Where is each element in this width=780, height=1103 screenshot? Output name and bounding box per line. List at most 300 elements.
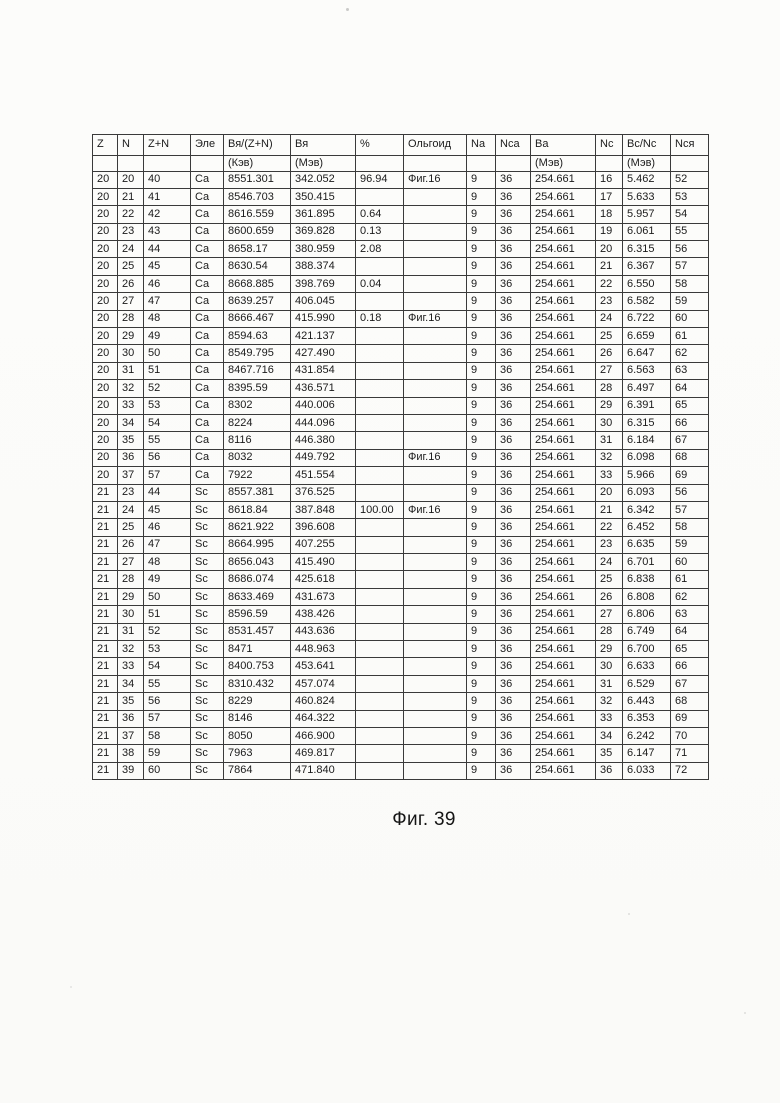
table-cell bbox=[356, 762, 404, 779]
column-unit bbox=[404, 155, 467, 171]
table-cell: 254.661 bbox=[531, 293, 596, 310]
table-cell: 52 bbox=[144, 380, 191, 397]
table-cell: 36 bbox=[496, 258, 531, 275]
table-cell: 36 bbox=[496, 501, 531, 518]
table-cell bbox=[356, 380, 404, 397]
column-unit bbox=[144, 155, 191, 171]
table-cell bbox=[356, 397, 404, 414]
table-cell: 32 bbox=[596, 449, 623, 466]
table-cell: 5.957 bbox=[623, 206, 671, 223]
table-cell: 9 bbox=[467, 484, 496, 501]
table-cell: 8050 bbox=[224, 728, 291, 745]
table-cell: 6.550 bbox=[623, 275, 671, 292]
table-cell: 20 bbox=[93, 206, 118, 223]
table-cell: 254.661 bbox=[531, 484, 596, 501]
table-cell: 438.426 bbox=[291, 606, 356, 623]
table-row bbox=[93, 762, 709, 779]
table-cell bbox=[404, 414, 467, 431]
table-cell: Ca bbox=[191, 293, 224, 310]
table-cell: 19 bbox=[596, 223, 623, 240]
table-cell: 9 bbox=[467, 467, 496, 484]
table-cell: 9 bbox=[467, 571, 496, 588]
column-unit bbox=[118, 155, 144, 171]
table-cell: 6.497 bbox=[623, 380, 671, 397]
table-cell: 5.966 bbox=[623, 467, 671, 484]
table-cell: 20 bbox=[93, 328, 118, 345]
table-cell: 0.13 bbox=[356, 223, 404, 240]
table-cell bbox=[356, 362, 404, 379]
table-cell: 20 bbox=[596, 241, 623, 258]
table-cell: 8400.753 bbox=[224, 658, 291, 675]
table-cell: 21 bbox=[93, 536, 118, 553]
column-header: Вс/Nc bbox=[623, 135, 671, 156]
table-row bbox=[93, 380, 709, 397]
table-cell bbox=[356, 623, 404, 640]
table-cell: 32 bbox=[118, 380, 144, 397]
table-row bbox=[93, 293, 709, 310]
table-cell: 36 bbox=[496, 693, 531, 710]
table-cell bbox=[404, 188, 467, 205]
table-cell: Ca bbox=[191, 449, 224, 466]
table-cell bbox=[404, 223, 467, 240]
table-cell: 31 bbox=[118, 362, 144, 379]
table-cell: 29 bbox=[596, 641, 623, 658]
table-cell: 8594.63 bbox=[224, 328, 291, 345]
table-cell: 45 bbox=[144, 258, 191, 275]
table-cell: 20 bbox=[93, 241, 118, 258]
table-cell: 20 bbox=[93, 345, 118, 362]
table-cell: 34 bbox=[118, 414, 144, 431]
table-cell: 50 bbox=[144, 345, 191, 362]
table-cell: Sc bbox=[191, 693, 224, 710]
table-cell: 48 bbox=[144, 554, 191, 571]
table-row bbox=[93, 484, 709, 501]
table-cell: 23 bbox=[596, 293, 623, 310]
table-cell: 380.959 bbox=[291, 241, 356, 258]
table-cell: 254.661 bbox=[531, 762, 596, 779]
table-cell: Фиг.16 bbox=[404, 501, 467, 518]
column-header: Ольгоид bbox=[404, 135, 467, 156]
column-unit: (Мэв) bbox=[623, 155, 671, 171]
table-cell: 34 bbox=[596, 728, 623, 745]
table-cell: 469.817 bbox=[291, 745, 356, 762]
table-cell: 21 bbox=[93, 710, 118, 727]
table-cell: 254.661 bbox=[531, 241, 596, 258]
table-cell: 21 bbox=[93, 554, 118, 571]
table-cell: 6.061 bbox=[623, 223, 671, 240]
table-cell: 254.661 bbox=[531, 328, 596, 345]
table-cell bbox=[404, 380, 467, 397]
table-cell bbox=[404, 710, 467, 727]
table-cell: 29 bbox=[596, 397, 623, 414]
table-cell: 28 bbox=[118, 571, 144, 588]
table-cell: 9 bbox=[467, 310, 496, 327]
table-row bbox=[93, 362, 709, 379]
table-cell: 36 bbox=[496, 310, 531, 327]
table-cell: 254.661 bbox=[531, 258, 596, 275]
table-cell: 33 bbox=[118, 397, 144, 414]
table-cell: 9 bbox=[467, 397, 496, 414]
table-cell: 254.661 bbox=[531, 432, 596, 449]
table-cell: 36 bbox=[118, 449, 144, 466]
table-cell: 36 bbox=[496, 432, 531, 449]
table-cell: 9 bbox=[467, 345, 496, 362]
table-cell: 57 bbox=[144, 710, 191, 727]
table-cell: 2.08 bbox=[356, 241, 404, 258]
table-cell bbox=[404, 362, 467, 379]
column-header: Nся bbox=[671, 135, 709, 156]
table-cell: 254.661 bbox=[531, 171, 596, 188]
table-cell: 36 bbox=[496, 293, 531, 310]
table-cell: 60 bbox=[144, 762, 191, 779]
table-cell bbox=[356, 519, 404, 536]
table-cell: 36 bbox=[496, 275, 531, 292]
table-cell: 36 bbox=[496, 606, 531, 623]
table-cell: 63 bbox=[671, 362, 709, 379]
table-cell: 254.661 bbox=[531, 745, 596, 762]
table-cell: 457.074 bbox=[291, 675, 356, 692]
table-cell: 5.462 bbox=[623, 171, 671, 188]
table-cell: 24 bbox=[596, 554, 623, 571]
table-cell: 32 bbox=[118, 641, 144, 658]
table-cell bbox=[404, 293, 467, 310]
table-cell: 254.661 bbox=[531, 414, 596, 431]
table-cell: 466.900 bbox=[291, 728, 356, 745]
table-cell: 415.490 bbox=[291, 554, 356, 571]
table-cell: 30 bbox=[118, 345, 144, 362]
table-cell: Ca bbox=[191, 206, 224, 223]
table-cell: 22 bbox=[596, 275, 623, 292]
table-cell: 20 bbox=[93, 380, 118, 397]
table-cell: 24 bbox=[118, 241, 144, 258]
table-cell: 9 bbox=[467, 710, 496, 727]
table-cell: 9 bbox=[467, 693, 496, 710]
table-cell: 31 bbox=[596, 675, 623, 692]
table-cell: 36 bbox=[496, 675, 531, 692]
table-cell: 21 bbox=[93, 484, 118, 501]
table-cell: 6.529 bbox=[623, 675, 671, 692]
table-cell bbox=[356, 414, 404, 431]
table-cell: 64 bbox=[671, 623, 709, 640]
table-cell: Sc bbox=[191, 536, 224, 553]
table-cell: Sc bbox=[191, 606, 224, 623]
table-cell: 100.00 bbox=[356, 501, 404, 518]
table-cell: 9 bbox=[467, 432, 496, 449]
table-cell bbox=[404, 519, 467, 536]
table-cell: 0.18 bbox=[356, 310, 404, 327]
table-cell: 20 bbox=[118, 171, 144, 188]
table-cell: 26 bbox=[118, 536, 144, 553]
table-cell: 54 bbox=[144, 414, 191, 431]
table-cell: 8032 bbox=[224, 449, 291, 466]
table-cell: 36 bbox=[496, 519, 531, 536]
table-cell: Sc bbox=[191, 588, 224, 605]
table-cell: Ca bbox=[191, 275, 224, 292]
table-cell: 9 bbox=[467, 519, 496, 536]
table-cell bbox=[356, 467, 404, 484]
table-cell: 49 bbox=[144, 328, 191, 345]
table-cell: 361.895 bbox=[291, 206, 356, 223]
table-cell: 460.824 bbox=[291, 693, 356, 710]
table-cell: 6.443 bbox=[623, 693, 671, 710]
table-cell bbox=[404, 675, 467, 692]
table-row bbox=[93, 467, 709, 484]
table-cell: 27 bbox=[118, 554, 144, 571]
table-cell: Sc bbox=[191, 519, 224, 536]
table-cell: 60 bbox=[671, 310, 709, 327]
table-cell: 8224 bbox=[224, 414, 291, 431]
column-header: Ва bbox=[531, 135, 596, 156]
table-row bbox=[93, 710, 709, 727]
table-cell: 25 bbox=[596, 571, 623, 588]
table-cell: Sc bbox=[191, 762, 224, 779]
table-cell: 9 bbox=[467, 588, 496, 605]
column-unit bbox=[93, 155, 118, 171]
table-cell: 46 bbox=[144, 519, 191, 536]
table-row bbox=[93, 588, 709, 605]
table-cell: 6.367 bbox=[623, 258, 671, 275]
table-cell: 21 bbox=[93, 762, 118, 779]
table-cell: Sc bbox=[191, 675, 224, 692]
column-unit bbox=[356, 155, 404, 171]
table-cell: 69 bbox=[671, 710, 709, 727]
table-cell bbox=[356, 258, 404, 275]
table-cell: 54 bbox=[671, 206, 709, 223]
table-cell: 36 bbox=[496, 223, 531, 240]
table-cell: 51 bbox=[144, 606, 191, 623]
table-cell: 9 bbox=[467, 623, 496, 640]
table-row bbox=[93, 658, 709, 675]
column-header: Nc bbox=[596, 135, 623, 156]
table-cell bbox=[404, 275, 467, 292]
table-cell: 29 bbox=[118, 328, 144, 345]
header-row-units bbox=[93, 155, 709, 171]
table-row bbox=[93, 536, 709, 553]
table-cell: 60 bbox=[671, 554, 709, 571]
column-unit bbox=[191, 155, 224, 171]
table-cell: 6.647 bbox=[623, 345, 671, 362]
table-cell: 20 bbox=[93, 432, 118, 449]
table-cell: 9 bbox=[467, 501, 496, 518]
table-cell: 36 bbox=[496, 414, 531, 431]
table-cell: 415.990 bbox=[291, 310, 356, 327]
table-body bbox=[93, 171, 709, 780]
table-cell: 8549.795 bbox=[224, 345, 291, 362]
table-row bbox=[93, 606, 709, 623]
table-cell: Ca bbox=[191, 432, 224, 449]
table-cell: 8668.885 bbox=[224, 275, 291, 292]
table-cell: 68 bbox=[671, 693, 709, 710]
table-cell: 69 bbox=[671, 467, 709, 484]
scan-speck bbox=[744, 1012, 746, 1014]
table-cell bbox=[404, 728, 467, 745]
table-cell: 9 bbox=[467, 762, 496, 779]
table-cell: 20 bbox=[93, 467, 118, 484]
table-cell: 55 bbox=[144, 675, 191, 692]
table-cell bbox=[404, 258, 467, 275]
table-row bbox=[93, 258, 709, 275]
table-cell: 453.641 bbox=[291, 658, 356, 675]
table-cell: Фиг.16 bbox=[404, 310, 467, 327]
table-cell: 20 bbox=[596, 484, 623, 501]
table-row bbox=[93, 345, 709, 362]
table-cell: 6.391 bbox=[623, 397, 671, 414]
table-cell: 254.661 bbox=[531, 397, 596, 414]
table-cell: 27 bbox=[118, 293, 144, 310]
table-cell: 18 bbox=[596, 206, 623, 223]
table-cell: 22 bbox=[596, 519, 623, 536]
table-cell: 47 bbox=[144, 536, 191, 553]
table-cell: 36 bbox=[496, 449, 531, 466]
table-cell: 58 bbox=[144, 728, 191, 745]
table-cell: 51 bbox=[144, 362, 191, 379]
table-cell: 20 bbox=[93, 449, 118, 466]
column-unit bbox=[467, 155, 496, 171]
table-cell: 9 bbox=[467, 171, 496, 188]
table-cell: 440.006 bbox=[291, 397, 356, 414]
table-cell: 8639.257 bbox=[224, 293, 291, 310]
table-cell: 65 bbox=[671, 641, 709, 658]
table-cell: 28 bbox=[596, 623, 623, 640]
table-cell: Ca bbox=[191, 171, 224, 188]
table-cell: 43 bbox=[144, 223, 191, 240]
table-row bbox=[93, 397, 709, 414]
table-cell: 444.096 bbox=[291, 414, 356, 431]
table-cell: 8686.074 bbox=[224, 571, 291, 588]
table-cell: 30 bbox=[596, 658, 623, 675]
table-cell: 9 bbox=[467, 380, 496, 397]
table-cell: 28 bbox=[596, 380, 623, 397]
table-cell: 254.661 bbox=[531, 658, 596, 675]
table-cell: 254.661 bbox=[531, 223, 596, 240]
table-row bbox=[93, 623, 709, 640]
table-cell bbox=[356, 658, 404, 675]
table-cell: 20 bbox=[93, 188, 118, 205]
table-cell: 21 bbox=[93, 501, 118, 518]
table-cell bbox=[404, 588, 467, 605]
table-cell: 8600.659 bbox=[224, 223, 291, 240]
table-cell: 6.033 bbox=[623, 762, 671, 779]
table-cell: 8116 bbox=[224, 432, 291, 449]
table-cell: 36 bbox=[496, 241, 531, 258]
table-cell: 9 bbox=[467, 414, 496, 431]
table-cell: 9 bbox=[467, 675, 496, 692]
table-cell: 451.554 bbox=[291, 467, 356, 484]
table-cell: 56 bbox=[144, 449, 191, 466]
table-cell: 36 bbox=[496, 658, 531, 675]
table-cell bbox=[356, 728, 404, 745]
table-cell: 30 bbox=[118, 606, 144, 623]
table-cell: 6.838 bbox=[623, 571, 671, 588]
table-cell: 31 bbox=[118, 623, 144, 640]
table-cell: 6.659 bbox=[623, 328, 671, 345]
table-cell: 36 bbox=[496, 467, 531, 484]
table-cell: 57 bbox=[671, 501, 709, 518]
table-cell: 55 bbox=[671, 223, 709, 240]
table-cell: 6.452 bbox=[623, 519, 671, 536]
table-cell: 65 bbox=[671, 397, 709, 414]
table-row bbox=[93, 519, 709, 536]
table-cell: 9 bbox=[467, 328, 496, 345]
table-cell: 36 bbox=[596, 762, 623, 779]
table-cell: 431.673 bbox=[291, 588, 356, 605]
table-cell: 9 bbox=[467, 258, 496, 275]
table-cell: 21 bbox=[93, 571, 118, 588]
table-cell: 66 bbox=[671, 658, 709, 675]
table-cell: 21 bbox=[118, 188, 144, 205]
column-header: Эле bbox=[191, 135, 224, 156]
table-cell: 35 bbox=[118, 432, 144, 449]
table-cell bbox=[356, 745, 404, 762]
table-cell: Sc bbox=[191, 728, 224, 745]
table-cell: 7864 bbox=[224, 762, 291, 779]
table-cell: 20 bbox=[93, 223, 118, 240]
table-cell: 436.571 bbox=[291, 380, 356, 397]
table-cell: 21 bbox=[93, 693, 118, 710]
table-cell: 6.563 bbox=[623, 362, 671, 379]
table-row bbox=[93, 571, 709, 588]
table-cell: 28 bbox=[118, 310, 144, 327]
table-cell: 25 bbox=[596, 328, 623, 345]
column-header: Nca bbox=[496, 135, 531, 156]
table-cell: 0.04 bbox=[356, 275, 404, 292]
scan-speck bbox=[628, 913, 630, 915]
table-row bbox=[93, 241, 709, 258]
table-cell: 254.661 bbox=[531, 554, 596, 571]
table-cell: 8621.922 bbox=[224, 519, 291, 536]
table-cell: 9 bbox=[467, 606, 496, 623]
table-cell: 35 bbox=[596, 745, 623, 762]
table-cell: Ca bbox=[191, 310, 224, 327]
table-cell: 350.415 bbox=[291, 188, 356, 205]
table-cell: 17 bbox=[596, 188, 623, 205]
table-cell: 448.963 bbox=[291, 641, 356, 658]
table-cell: 36 bbox=[496, 641, 531, 658]
table-cell: 6.242 bbox=[623, 728, 671, 745]
column-header: Вя/(Z+N) bbox=[224, 135, 291, 156]
table-cell: 33 bbox=[596, 467, 623, 484]
table-cell: 36 bbox=[496, 623, 531, 640]
table-cell: Sc bbox=[191, 710, 224, 727]
table-cell: 26 bbox=[596, 588, 623, 605]
table-cell: 62 bbox=[671, 345, 709, 362]
table-cell: 342.052 bbox=[291, 171, 356, 188]
table-cell: 46 bbox=[144, 275, 191, 292]
table-row bbox=[93, 310, 709, 327]
table-cell bbox=[356, 536, 404, 553]
table-cell: 21 bbox=[93, 728, 118, 745]
table-cell: 9 bbox=[467, 658, 496, 675]
table-cell: 254.661 bbox=[531, 606, 596, 623]
table-cell: 25 bbox=[118, 258, 144, 275]
table-row bbox=[93, 414, 709, 431]
table-cell: 398.769 bbox=[291, 275, 356, 292]
table-cell: 42 bbox=[144, 206, 191, 223]
table-row bbox=[93, 188, 709, 205]
table-cell bbox=[404, 745, 467, 762]
table-cell bbox=[356, 641, 404, 658]
table-cell: 9 bbox=[467, 293, 496, 310]
table-row bbox=[93, 223, 709, 240]
table-cell: 254.661 bbox=[531, 206, 596, 223]
table-cell: 61 bbox=[671, 571, 709, 588]
table-cell: 33 bbox=[118, 658, 144, 675]
table-cell bbox=[404, 571, 467, 588]
table-cell: 38 bbox=[118, 745, 144, 762]
table-cell: 9 bbox=[467, 536, 496, 553]
column-header: % bbox=[356, 135, 404, 156]
table-cell: 21 bbox=[93, 519, 118, 536]
